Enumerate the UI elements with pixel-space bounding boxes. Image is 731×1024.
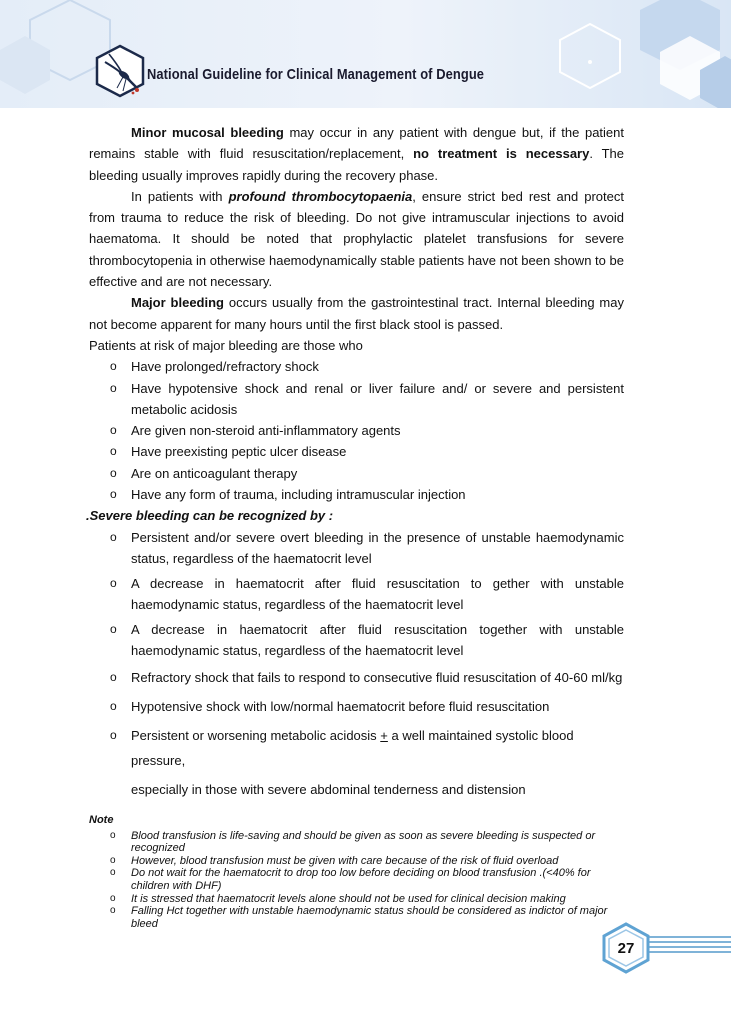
list-item: o Are on anticoagulant therapy — [89, 463, 624, 484]
main-content — [86, 122, 625, 802]
page-number-badge — [600, 922, 731, 974]
text: may occur in any patient with dengue but, if the patient remains stable with fluid resuscitation/replacement, — [89, 125, 625, 162]
list-item: o Are given non-steroid anti-inflammatory agents — [89, 420, 624, 441]
paragraph-major-bleeding — [89, 292, 624, 335]
text: a well maintained systolic blood pressure, — [131, 728, 574, 769]
list-item: o However, blood transfusion must be given with care because of the risk of fluid overload — [89, 855, 624, 868]
plus-minus-symbol: + — [380, 728, 388, 744]
bold-italic-term: profound thrombocytopaenia — [228, 188, 413, 204]
list-item: o A decrease in haematocrit after fluid resuscitation together with unstable haemodynamic status, regardless of the haematocrit level — [89, 619, 624, 662]
text: occurs usually from the gastrointestinal tract. Internal bleeding may not become apparent for many hours until the first black stool is passed. — [89, 295, 624, 332]
list-item: o Have prolonged/refractory shock — [89, 356, 624, 377]
note-section — [89, 814, 624, 930]
paragraph-thrombocytopaenia — [89, 186, 624, 292]
decorative-lines — [640, 936, 731, 960]
severe-list — [89, 527, 624, 774]
list-item: o Have preexisting peptic ulcer disease — [89, 441, 624, 462]
note-list — [89, 830, 624, 931]
page-number: 27 — [617, 939, 635, 957]
bold-term: no treatment is necessary — [413, 146, 590, 162]
list-item — [89, 723, 624, 773]
list-item: o Refractory shock that fails to respond to consecutive fluid resuscitation of 40-60 ml/kg — [89, 665, 624, 690]
list-item: o Have any form of trauma, including intramuscular injection — [89, 484, 624, 505]
header-title: National Guideline for Clinical Management of Dengue — [147, 66, 485, 83]
bold-term: Minor mucosal bleeding — [131, 125, 284, 140]
note-title: Note — [89, 814, 114, 826]
risk-list — [89, 356, 624, 505]
list-item: o Hypotensive shock with low/normal haematocrit before fluid resuscitation — [89, 696, 624, 718]
page-header — [0, 0, 731, 108]
paragraph-minor-bleeding — [89, 122, 624, 186]
severe-list-continuation: especially in those with severe abdominal tenderness and distension — [131, 782, 526, 798]
list-item: o Have hypotensive shock and renal or liver failure and/ or severe and persistent metabolic acidosis — [89, 378, 624, 421]
list-item: o Persistent and/or severe overt bleeding in the presence of unstable haemodynamic status, regardless of the haematocrit level — [89, 527, 624, 570]
list-item: o It is stressed that haematocrit levels alone should not be used for clinical decision making — [89, 893, 624, 906]
bold-term: Major bleeding — [131, 295, 224, 311]
list-item: o Falling Hct together with unstable haemodynamic status should be considered as indictor of major bleed — [89, 905, 624, 930]
list-item: o Blood transfusion is life-saving and should be given as soon as severe bleeding is suspected or recognized — [89, 830, 624, 855]
text: , ensure strict bed rest and protect from trauma to reduce the risk of bleeding. Do not give intramuscular injections to avoid haematoma. It should be noted that prophylactic platelet transfusions for severe thrombocytopenia in otherwise haemodynamically stable patients have not been shown to be effective and are not necessary. — [89, 188, 624, 290]
text: . The bleeding usually improves rapidly during the recovery phase. — [89, 146, 625, 183]
severe-bleeding-heading: .Severe bleeding can be recognized by : — [86, 508, 334, 524]
text: Persistent or worsening metabolic acidosis — [131, 728, 381, 744]
text: In patients with — [131, 188, 229, 204]
list-item: o Do not wait for the haematocrit to drop too low before deciding on blood transfusion .(<40% for children with DHF) — [89, 867, 624, 892]
risk-intro: Patients at risk of major bleeding are those who — [89, 337, 363, 353]
list-item: o A decrease in haematocrit after fluid resuscitation to gether with unstable haemodynamic status, regardless of the haematocrit level — [89, 573, 624, 616]
mosquito-icon — [93, 44, 147, 98]
